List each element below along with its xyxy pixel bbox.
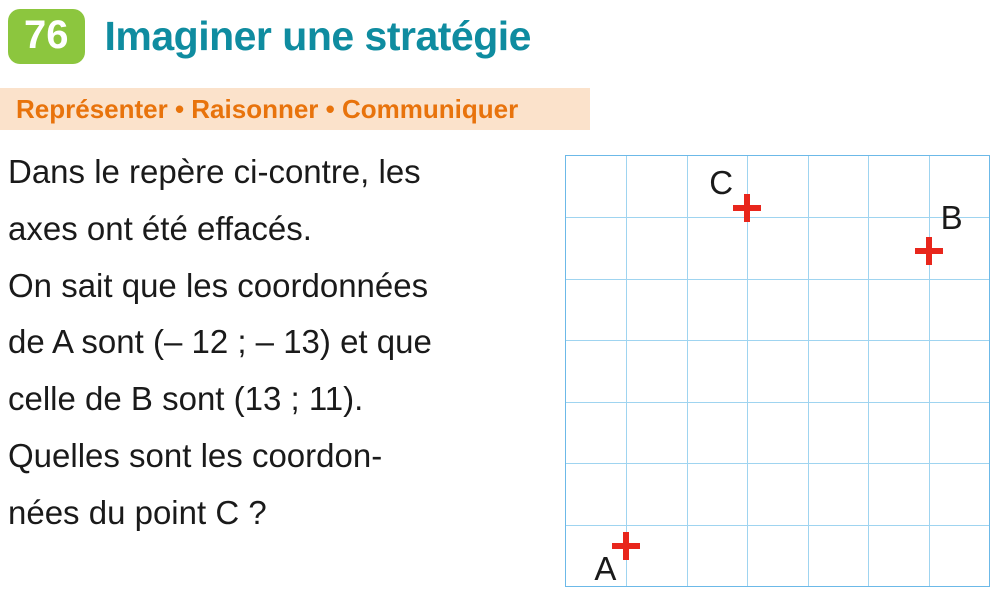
- grid-line-vertical: [929, 156, 930, 586]
- point-marker-c: [733, 194, 761, 222]
- statement-line: axes ont été effacés.: [8, 209, 312, 247]
- grid-line-horizontal: [566, 402, 989, 403]
- statement-line: Dans le repère ci-contre, les: [8, 153, 421, 190]
- grid-line-horizontal: [566, 279, 989, 280]
- point-label-a: A: [594, 550, 617, 588]
- coordinate-grid-figure: [565, 155, 990, 587]
- point-marker-a: [612, 532, 640, 560]
- grid-line-vertical: [808, 156, 809, 586]
- grid-line-vertical: [687, 156, 688, 586]
- statement-line: celle de B sont (13 ; 11).: [8, 380, 364, 417]
- point-label-b: B: [940, 199, 963, 237]
- statement-line: On sait que les coordonnées: [8, 266, 429, 304]
- point-label-c: C: [709, 164, 734, 202]
- grid-line-horizontal: [566, 340, 989, 341]
- grid-line-vertical: [868, 156, 869, 586]
- competences-band: [0, 88, 590, 130]
- grid-line-horizontal: [566, 525, 989, 526]
- exercise-statement: [8, 144, 548, 541]
- grid: [565, 155, 990, 587]
- statement-line: de A sont (– 12 ; – 13) et que: [8, 323, 432, 361]
- grid-line-vertical: [626, 156, 627, 586]
- statement-line: nées du point C ?: [8, 493, 267, 531]
- competences-label: Représenter • Raisonner • Communiquer: [16, 93, 519, 124]
- grid-line-horizontal: [566, 463, 989, 464]
- exercise-number-badge: 76: [8, 9, 85, 64]
- point-marker-b: [915, 237, 943, 265]
- grid-line-horizontal: [566, 217, 989, 218]
- exercise-header: [0, 0, 1000, 72]
- page-title: Imaginer une stratégie: [104, 12, 531, 59]
- statement-line: Quelles sont les coordon-: [8, 436, 383, 474]
